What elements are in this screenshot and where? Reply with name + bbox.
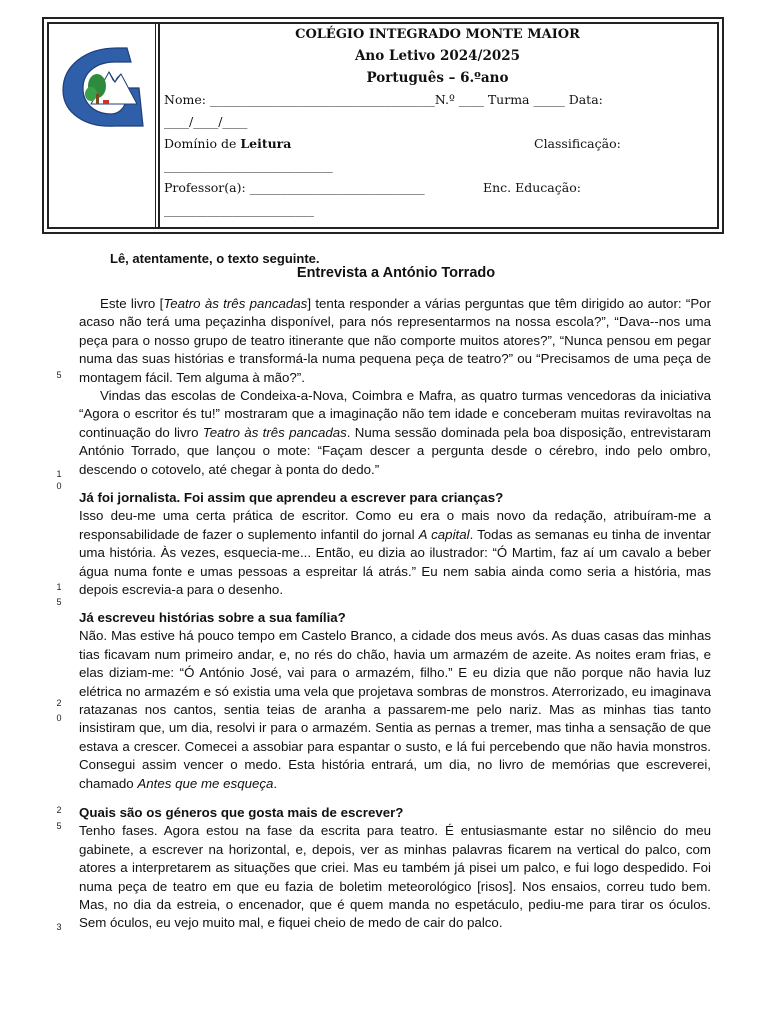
line-number-5: 5 <box>56 370 62 380</box>
line-number-25b: 5 <box>56 821 62 831</box>
line-number-15a: 1 <box>56 582 62 592</box>
line-number-15b: 5 <box>56 597 62 607</box>
guardian-line[interactable]: ________________________ <box>164 202 314 217</box>
school-year: Ano Letivo 2024/2025 <box>354 48 521 64</box>
answer-2: Não. Mas estive há pouco tempo em Castelo Branco, a cidade dos meus avós. As duas casas das minhas tias ficavam num primeiro andar, e, no rés do chão, havia um armazém de azeite. As noites eram frias, e elas diziam-me: “Ó António José, vai para o armazém, filho.” E eu dizia que não porque não havia luz elétrica no armazém e só existia uma vela que projetava sombras de monstros. Aterrorizado, eu imaginava ratazanas nos cantos, sentia teias de aranha a passarem-me pelo nariz. Mas as minhas tias tanto insistiram que, um dia, resolvi ir para o armazém. Sentia as pernas a tremer, mas tinha a sensação de que estava a crescer. Comecei a assobiar para espantar o susto, e lá fui percebendo que não havia monstros. Consegui assim vencer o medo. Esta história entrará, um dia, no livro de memórias que escreverei, chamado Antes que me esqueça. <box>79 628 711 791</box>
line-number-10a: 1 <box>56 469 62 479</box>
article-title: Entrevista a António Torrado <box>296 265 496 281</box>
domain-prefix: Domínio de <box>164 136 241 151</box>
question-2: Já escreveu histórias sobre a sua família? <box>79 610 346 625</box>
interview-block-3 <box>79 804 711 933</box>
teacher-field <box>164 177 711 221</box>
guardian-label: Enc. Educação: <box>483 180 581 195</box>
interview-block-2 <box>79 609 711 793</box>
school-name: COLÉGIO INTEGRADO MONTE MAIOR <box>295 27 580 42</box>
school-logo-icon <box>57 42 149 132</box>
line-number-20b: 0 <box>56 713 62 723</box>
paragraph-2: Vindas das escolas de Condeixa-a-Nova, Coimbra e Mafra, as quatro turmas vencedoras da iniciativa “Agora o escritor és tu!” mostraram que a imaginação não tem idade e conceberam muitas reviravoltas na continuação do livro Teatro às três pancadas. Numa sessão dominada pela boa disposição, entrevistaram António Torrado, que lançou o mote: “Façam descer a pergunta desde o cérebro, indo pelo ombro, descendo o cotovelo, até chegar à ponta do dedo.” <box>79 388 712 477</box>
date-line: ____/____/____ <box>164 114 248 129</box>
logo-cell <box>49 24 160 227</box>
answer-1: Isso deu-me uma certa prática de escritor. Como eu era o mais novo da redação, atribuíram-me a responsabilidade de fazer o suplemento infantil do jornal A capital. Todas as semanas eu tinha de inventar uma história. Às vezes, esquecia-me... Então, eu dizia ao ilustrador: “Ó Martim, faz aí um cavalo a beber água numa fonte e umas pessoas a espreitar lá atrás.” Eu nem sabia ainda como seria a história, mas depois escrevia-a para o desenho. <box>79 508 711 598</box>
classification-label: Classificação: <box>534 136 621 151</box>
line-number-30: 3 <box>56 922 62 932</box>
classification-line[interactable]: ___________________________ <box>164 158 333 173</box>
header-text <box>164 24 711 221</box>
question-3: Quais são os géneros que gosta mais de escrever? <box>79 805 404 820</box>
domain-field <box>164 133 711 177</box>
article-body <box>79 295 711 479</box>
teacher-line[interactable]: Professor(a): ____________________________ <box>164 180 425 195</box>
name-field[interactable] <box>164 89 711 133</box>
interview-block-1 <box>79 489 711 599</box>
subject-title: Português – 6.ºano <box>366 70 509 86</box>
line-number-25a: 2 <box>56 805 62 815</box>
line-number-20a: 2 <box>56 698 62 708</box>
instruction: Lê, atentamente, o texto seguinte. <box>110 251 320 266</box>
name-line: Nome: ____________________________________N.º ____ Turma _____ Data: <box>164 92 603 107</box>
answer-3: Tenho fases. Agora estou na fase da escrita para teatro. É entusiasmante estar no silêncio do meu gabinete, a escrever na horizontal, e, depois, ver as minhas palavras ficarem na vertical do palco, com atores a interpretarem as situações que criei. Mas eu também já pisei um palco, e fui logo despedido. Foi numa peça de teatro em que eu fazia de boletim meteorológico [risos]. Nos ensaios, correu tudo bem. Mas, no dia da estreia, o encenador, que é quem manda no espetáculo, pediu-me para tirar os óculos. Sem óculos, eu vejo muito mal, e fiquei cheio de medo de cair do palco. <box>79 823 711 931</box>
domain-value: Leitura <box>240 136 292 151</box>
line-number-10b: 0 <box>56 481 62 491</box>
header-box <box>42 17 724 234</box>
header-inner <box>47 22 719 229</box>
paragraph-1: Este livro [Teatro às três pancadas] tenta responder a várias perguntas que têm dirigido ao autor: “Por acaso não terá uma peçazinha disponível, para nós representarmos na nossa escola?”, “Dava--nos uma peça para o nosso grupo de teatro itinerante que não comporte muitos atores?”, “Nunca pensou em pegar numa das suas histórias e transformá-la numa pequena peça de teatro?” ou “Precisamos de uma peça de montagem fácil. Tem alguma à mão?”. <box>79 296 712 385</box>
question-1: Já foi jornalista. Foi assim que aprendeu a escrever para crianças? <box>79 490 504 505</box>
